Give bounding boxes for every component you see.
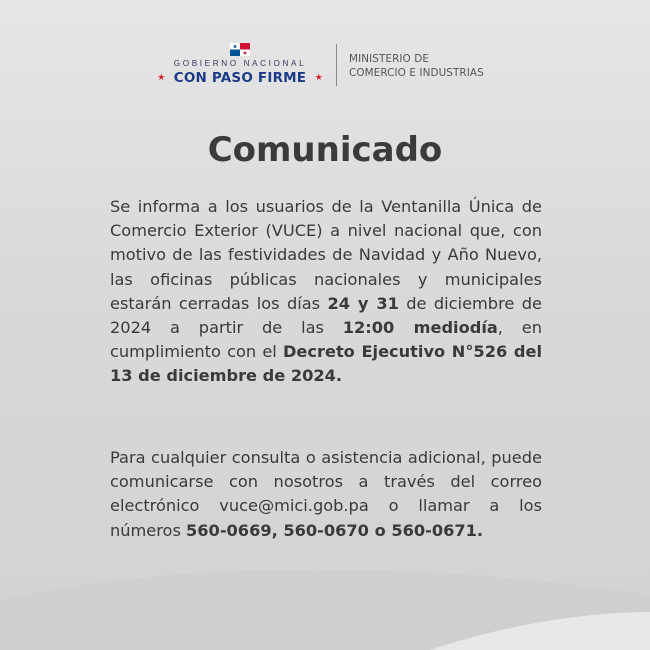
gov-slogan: CON PASO FIRME — [173, 69, 307, 86]
closure-time: 12:00 mediodía — [342, 318, 498, 338]
panama-flag-icon — [230, 43, 250, 56]
ministry-name — [349, 52, 529, 80]
page-title: Comunicado — [207, 130, 443, 170]
paragraph-text: Se informa a los usuarios de la Ventanilla Única de Comercio Exterior (VUCE) a nivel nacional que, con motivo de las festividades de Navidad y Año Nuevo, las oficinas públicas nacionales y municipales estarán cerradas los días — [110, 197, 542, 313]
gov-label-line2-wrap — [152, 69, 328, 87]
header-logo — [0, 40, 650, 92]
government-logo — [152, 40, 328, 92]
star-left-icon: ★ — [157, 72, 166, 83]
gov-label-line1: GOBIERNO NACIONAL — [173, 59, 307, 68]
phone-numbers: 560-0669, 560-0670 o 560-0671. — [186, 520, 484, 540]
star-right-icon: ★ — [314, 72, 323, 83]
announcement-paragraph — [110, 195, 542, 389]
contact-paragraph — [110, 446, 542, 543]
paragraph-text: , en cumplimiento con el — [110, 318, 543, 362]
ministry-line1: MINISTERIO DE — [349, 53, 430, 65]
header-divider — [336, 44, 337, 86]
closure-days: 24 y 31 — [327, 293, 399, 313]
ministry-line2: COMERCIO E INDUSTRIAS — [349, 67, 484, 79]
decree-reference: Decreto Ejecutivo N°526 del 13 de diciembre de 2024. — [110, 342, 542, 386]
paragraph-text: Para cualquier consulta o asistencia adicional, puede comunicarse con nosotros a través del correo electrónico vuce@mici.gob.pa o llamar a los números — [110, 448, 542, 540]
paragraph-text: de diciembre de 2024 a partir de las — [110, 293, 542, 338]
